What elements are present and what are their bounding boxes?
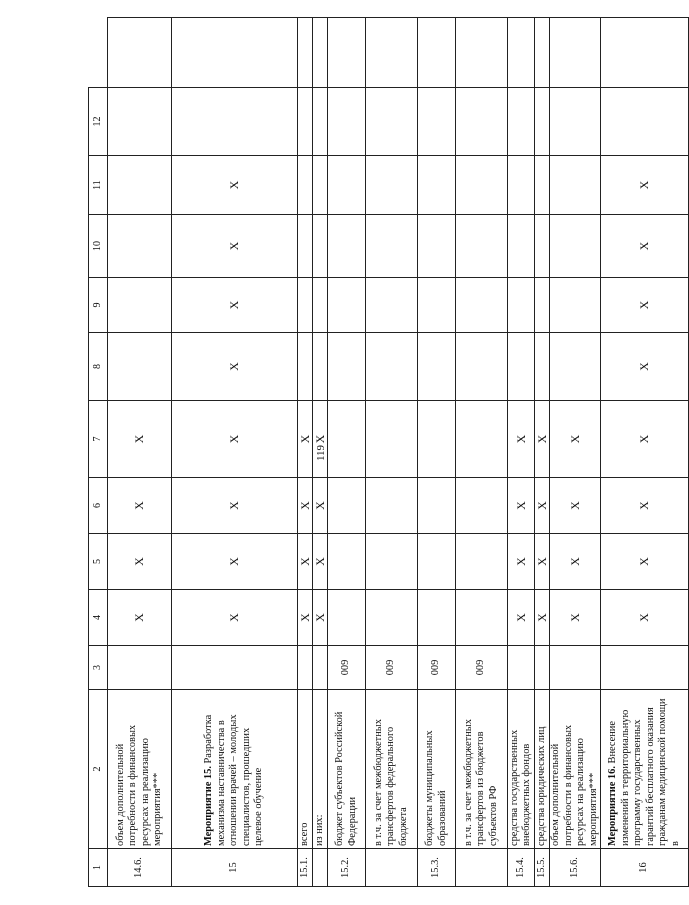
row-description — [108, 690, 172, 849]
table-cell: X — [172, 478, 298, 534]
header-row — [89, 18, 108, 887]
description-text: в т.ч. за счет межбюджетных трансфертов из бюджетов субъектов РФ — [462, 719, 499, 846]
table-cell: X — [108, 401, 172, 478]
table-cell — [108, 278, 172, 333]
table-cell: X — [108, 590, 172, 646]
description-text: Разработка механизма наставничества в отношении врачей – молодых специалистов, прошедших целевое обучение — [203, 714, 265, 846]
data-table — [88, 17, 689, 887]
rotated-table-wrapper — [88, 17, 681, 887]
table-row — [172, 18, 298, 887]
table-cell — [508, 88, 535, 156]
row-number: 15.2. — [328, 849, 366, 887]
table-cell: X — [601, 333, 689, 401]
table-cell — [108, 215, 172, 278]
table-cell: X — [172, 401, 298, 478]
table-cell — [108, 18, 172, 88]
row-code — [601, 646, 689, 690]
table-cell — [550, 333, 601, 401]
table-cell: X — [172, 156, 298, 215]
table-cell — [418, 278, 456, 333]
table-row — [418, 18, 456, 887]
table-cell — [328, 18, 366, 88]
table-cell — [298, 278, 313, 333]
table-cell — [418, 590, 456, 646]
table-cell — [328, 215, 366, 278]
measure-title: Мероприятие 16. — [607, 766, 618, 846]
table-row — [366, 18, 418, 887]
table-cell — [313, 18, 328, 88]
table-cell — [328, 590, 366, 646]
table-body — [89, 18, 689, 887]
column-header: 6 — [89, 478, 108, 534]
table-cell: X — [601, 590, 689, 646]
table-cell — [456, 590, 508, 646]
table-cell — [456, 88, 508, 156]
table-cell — [456, 278, 508, 333]
table-cell — [535, 88, 550, 156]
table-cell: X — [535, 478, 550, 534]
row-number — [313, 849, 328, 887]
table-cell: X — [313, 590, 328, 646]
table-cell — [535, 333, 550, 401]
table-cell — [366, 156, 418, 215]
row-code: 009 — [328, 646, 366, 690]
table-cell — [366, 401, 418, 478]
table-row — [108, 18, 172, 887]
description-text: всего — [298, 822, 310, 846]
table-row — [328, 18, 366, 887]
table-row — [550, 18, 601, 887]
row-number: 14.6. — [108, 849, 172, 887]
column-header: 2 — [89, 690, 108, 849]
table-cell: X — [601, 156, 689, 215]
table-cell — [108, 156, 172, 215]
row-description — [601, 690, 689, 849]
row-number: 15.5. — [535, 849, 550, 887]
row-number: 15.3. — [418, 849, 456, 887]
table-cell: X — [108, 478, 172, 534]
table-cell — [172, 88, 298, 156]
table-cell — [313, 88, 328, 156]
column-header: 9 — [89, 278, 108, 333]
table-cell — [366, 333, 418, 401]
table-cell — [328, 401, 366, 478]
table-cell — [108, 333, 172, 401]
table-cell — [298, 88, 313, 156]
table-cell — [418, 215, 456, 278]
table-cell — [601, 18, 689, 88]
row-description — [313, 690, 328, 849]
table-cell: X — [298, 401, 313, 478]
row-description — [172, 690, 298, 849]
row-code: 009 — [366, 646, 418, 690]
description-text: в т.ч. за счет межбюджетных трансфертов федерального бюджета — [372, 719, 409, 846]
table-cell: X — [601, 278, 689, 333]
table-cell — [456, 478, 508, 534]
table-cell — [535, 18, 550, 88]
table-cell — [550, 18, 601, 88]
table-cell: X — [298, 534, 313, 590]
row-code — [313, 646, 328, 690]
table-cell — [298, 333, 313, 401]
table-cell: X — [508, 478, 535, 534]
table-row — [313, 18, 328, 887]
row-description — [550, 690, 601, 849]
row-code — [172, 646, 298, 690]
table-cell — [535, 156, 550, 215]
table-cell — [601, 88, 689, 156]
column-header: 4 — [89, 590, 108, 646]
table-cell — [456, 18, 508, 88]
table-cell — [418, 88, 456, 156]
table-cell: X — [172, 215, 298, 278]
column-header: 3 — [89, 646, 108, 690]
table-cell — [366, 534, 418, 590]
row-code — [535, 646, 550, 690]
description-text: Внесение изменений в территориальную программу государственных гарантий бесплатного оказания гражданам медицинской помощи в — [607, 698, 681, 846]
table-cell: X — [550, 478, 601, 534]
column-header: 11 — [89, 156, 108, 215]
row-number: 15.4. — [508, 849, 535, 887]
row-description — [298, 690, 313, 849]
table-cell — [313, 156, 328, 215]
table-cell — [366, 88, 418, 156]
row-code — [508, 646, 535, 690]
row-code — [550, 646, 601, 690]
description-text: объем дополнительной потребности в финансовых ресурсах на реализацию мероприятия*** — [114, 724, 163, 846]
table-row — [601, 18, 689, 887]
measure-title: Мероприятие 15. — [203, 766, 215, 846]
table-cell — [366, 215, 418, 278]
description-text: из них: — [313, 814, 325, 846]
description-text: бюджеты муниципальных образований — [424, 730, 448, 846]
table-cell — [418, 18, 456, 88]
table-cell — [550, 278, 601, 333]
table-cell — [508, 215, 535, 278]
table-cell: X — [313, 401, 328, 478]
table-cell — [508, 156, 535, 215]
row-description — [328, 690, 366, 849]
table-cell — [418, 156, 456, 215]
table-cell — [366, 278, 418, 333]
table-cell — [456, 156, 508, 215]
table-cell: X — [601, 478, 689, 534]
description-text: бюджет субъектов Российской Федерации — [334, 711, 358, 846]
row-number — [456, 849, 508, 887]
column-header: 12 — [89, 88, 108, 156]
table-cell: X — [601, 534, 689, 590]
table-cell — [108, 88, 172, 156]
table-cell — [456, 215, 508, 278]
column-header: 7 — [89, 401, 108, 478]
column-header: 1 — [89, 849, 108, 887]
table-cell — [328, 156, 366, 215]
table-cell — [328, 88, 366, 156]
column-header: 10 — [89, 215, 108, 278]
page-number: 119 — [315, 444, 327, 462]
table-cell — [313, 278, 328, 333]
row-number: 15.1. — [298, 849, 313, 887]
table-cell — [456, 534, 508, 590]
row-description — [456, 690, 508, 849]
row-description — [535, 690, 550, 849]
table-cell — [328, 534, 366, 590]
row-number: 16 — [601, 849, 689, 887]
table-cell — [366, 590, 418, 646]
table-cell: X — [550, 534, 601, 590]
table-cell: X — [172, 278, 298, 333]
table-cell: X — [172, 534, 298, 590]
row-code: 009 — [418, 646, 456, 690]
table-cell — [366, 18, 418, 88]
table-cell: X — [550, 401, 601, 478]
row-number: 15.6. — [550, 849, 601, 887]
table-cell — [550, 215, 601, 278]
row-code — [298, 646, 313, 690]
table-cell: X — [508, 401, 535, 478]
table-cell — [508, 18, 535, 88]
row-description — [366, 690, 418, 849]
table-cell — [313, 333, 328, 401]
table-cell: X — [535, 534, 550, 590]
description-text: средства юридических лиц — [535, 726, 547, 846]
table-cell — [298, 156, 313, 215]
table-cell: X — [535, 590, 550, 646]
table-cell — [298, 215, 313, 278]
column-header: 8 — [89, 333, 108, 401]
table-cell — [535, 215, 550, 278]
row-number: 15 — [172, 849, 298, 887]
table-cell — [508, 278, 535, 333]
row-description — [508, 690, 535, 849]
table-cell: X — [601, 401, 689, 478]
table-cell — [418, 478, 456, 534]
table-cell: X — [172, 590, 298, 646]
table-row — [508, 18, 535, 887]
table-cell: X — [601, 215, 689, 278]
table-cell — [366, 478, 418, 534]
table-cell — [508, 333, 535, 401]
table-cell — [328, 333, 366, 401]
table-cell — [550, 88, 601, 156]
table-cell — [418, 333, 456, 401]
table-row — [298, 18, 313, 887]
table-cell: X — [108, 534, 172, 590]
table-cell — [418, 401, 456, 478]
table-cell: X — [508, 534, 535, 590]
table-cell: X — [550, 590, 601, 646]
table-cell — [298, 18, 313, 88]
table-cell: X — [298, 590, 313, 646]
table-row — [456, 18, 508, 887]
row-number — [366, 849, 418, 887]
table-cell — [550, 156, 601, 215]
table-cell: X — [535, 401, 550, 478]
table-cell — [328, 278, 366, 333]
table-cell: X — [172, 333, 298, 401]
row-code: 009 — [456, 646, 508, 690]
table-cell — [313, 215, 328, 278]
table-cell: X — [508, 590, 535, 646]
column-header: 5 — [89, 534, 108, 590]
table-cell — [456, 401, 508, 478]
table-cell: X — [313, 534, 328, 590]
description-text: средства государственных внебюджетных фондов — [508, 729, 532, 846]
row-code — [108, 646, 172, 690]
table-row — [535, 18, 550, 887]
table-cell — [456, 333, 508, 401]
table-cell: X — [313, 478, 328, 534]
table-cell — [535, 278, 550, 333]
table-cell — [418, 534, 456, 590]
row-description — [418, 690, 456, 849]
table-cell — [328, 478, 366, 534]
description-text: объем дополнительной потребности в финансовых ресурсах на реализацию мероприятия*** — [550, 724, 599, 846]
table-cell: X — [298, 478, 313, 534]
table-cell — [172, 18, 298, 88]
